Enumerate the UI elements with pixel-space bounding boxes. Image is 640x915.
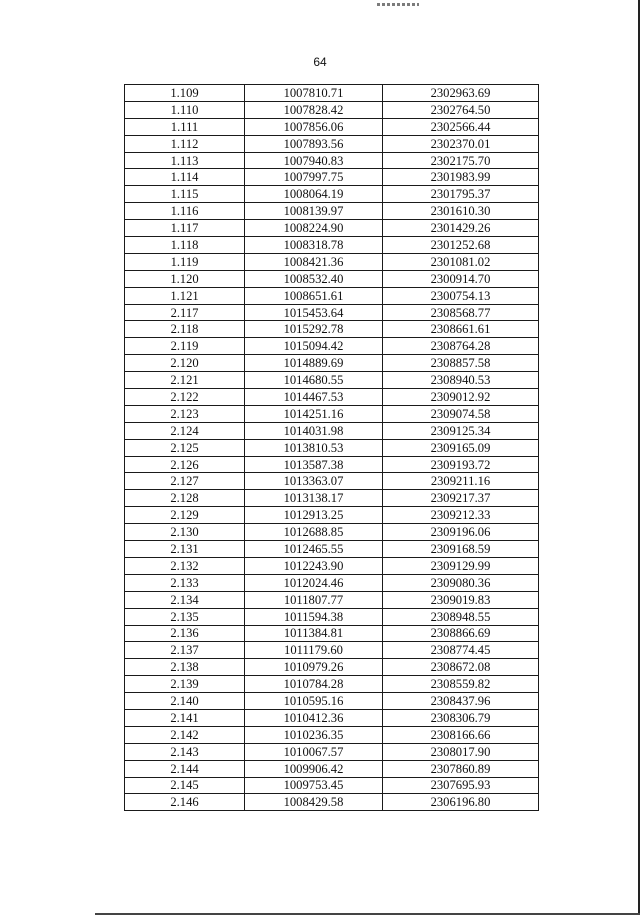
- x-coordinate-cell: 1010067.57: [245, 743, 383, 760]
- x-coordinate-cell: 1013587.38: [245, 456, 383, 473]
- x-coordinate-cell: 1011384.81: [245, 625, 383, 642]
- x-coordinate-cell: 1008421.36: [245, 253, 383, 270]
- x-coordinate-cell: 1008429.58: [245, 794, 383, 811]
- y-coordinate-cell: 2306196.80: [383, 794, 539, 811]
- point-id-cell: 2.132: [125, 557, 245, 574]
- y-coordinate-cell: 2309212.33: [383, 507, 539, 524]
- x-coordinate-cell: 1008064.19: [245, 186, 383, 203]
- y-coordinate-cell: 2308948.55: [383, 608, 539, 625]
- point-id-cell: 2.119: [125, 338, 245, 355]
- x-coordinate-cell: 1010784.28: [245, 676, 383, 693]
- x-coordinate-cell: 1014031.98: [245, 422, 383, 439]
- y-coordinate-cell: 2302175.70: [383, 152, 539, 169]
- point-id-cell: 1.110: [125, 101, 245, 118]
- y-coordinate-cell: 2301795.37: [383, 186, 539, 203]
- y-coordinate-cell: 2309012.92: [383, 389, 539, 406]
- table-row: [125, 473, 539, 490]
- x-coordinate-cell: 1010412.36: [245, 709, 383, 726]
- point-id-cell: 2.123: [125, 405, 245, 422]
- x-coordinate-cell: 1009906.42: [245, 760, 383, 777]
- table-row: [125, 507, 539, 524]
- y-coordinate-cell: 2307695.93: [383, 777, 539, 794]
- x-coordinate-cell: 1012913.25: [245, 507, 383, 524]
- table-row: [125, 321, 539, 338]
- y-coordinate-cell: 2309080.36: [383, 574, 539, 591]
- point-id-cell: 2.146: [125, 794, 245, 811]
- table-row: [125, 777, 539, 794]
- x-coordinate-cell: 1015292.78: [245, 321, 383, 338]
- point-id-cell: 2.121: [125, 372, 245, 389]
- x-coordinate-cell: 1013363.07: [245, 473, 383, 490]
- y-coordinate-cell: 2301610.30: [383, 203, 539, 220]
- y-coordinate-cell: 2309125.34: [383, 422, 539, 439]
- coordinates-table-body: [125, 85, 539, 811]
- y-coordinate-cell: 2308866.69: [383, 625, 539, 642]
- table-row: [125, 152, 539, 169]
- point-id-cell: 2.133: [125, 574, 245, 591]
- table-row: [125, 287, 539, 304]
- y-coordinate-cell: 2309196.06: [383, 524, 539, 541]
- y-coordinate-cell: 2308017.90: [383, 743, 539, 760]
- y-coordinate-cell: 2302764.50: [383, 101, 539, 118]
- table-row: [125, 557, 539, 574]
- y-coordinate-cell: 2300754.13: [383, 287, 539, 304]
- x-coordinate-cell: 1007997.75: [245, 169, 383, 186]
- y-coordinate-cell: 2302566.44: [383, 118, 539, 135]
- point-id-cell: 2.131: [125, 541, 245, 558]
- table-row: [125, 574, 539, 591]
- table-row: [125, 169, 539, 186]
- point-id-cell: 2.128: [125, 490, 245, 507]
- x-coordinate-cell: 1012465.55: [245, 541, 383, 558]
- y-coordinate-cell: 2308166.66: [383, 726, 539, 743]
- point-id-cell: 2.145: [125, 777, 245, 794]
- point-id-cell: 2.137: [125, 642, 245, 659]
- point-id-cell: 2.122: [125, 389, 245, 406]
- point-id-cell: 2.136: [125, 625, 245, 642]
- point-id-cell: 2.130: [125, 524, 245, 541]
- y-coordinate-cell: 2309129.99: [383, 557, 539, 574]
- x-coordinate-cell: 1011594.38: [245, 608, 383, 625]
- table-row: [125, 405, 539, 422]
- y-coordinate-cell: 2308940.53: [383, 372, 539, 389]
- x-coordinate-cell: 1014251.16: [245, 405, 383, 422]
- table-row: [125, 794, 539, 811]
- table-row: [125, 355, 539, 372]
- point-id-cell: 2.117: [125, 304, 245, 321]
- point-id-cell: 2.139: [125, 676, 245, 693]
- table-row: [125, 422, 539, 439]
- x-coordinate-cell: 1012024.46: [245, 574, 383, 591]
- x-coordinate-cell: 1010595.16: [245, 693, 383, 710]
- y-coordinate-cell: 2301983.99: [383, 169, 539, 186]
- table-row: [125, 338, 539, 355]
- scan-mark: [377, 3, 419, 6]
- point-id-cell: 1.119: [125, 253, 245, 270]
- table-row: [125, 253, 539, 270]
- y-coordinate-cell: 2309019.83: [383, 591, 539, 608]
- table-row: [125, 524, 539, 541]
- table-row: [125, 659, 539, 676]
- y-coordinate-cell: 2309217.37: [383, 490, 539, 507]
- y-coordinate-cell: 2307860.89: [383, 760, 539, 777]
- x-coordinate-cell: 1008139.97: [245, 203, 383, 220]
- point-id-cell: 2.135: [125, 608, 245, 625]
- x-coordinate-cell: 1013138.17: [245, 490, 383, 507]
- point-id-cell: 1.121: [125, 287, 245, 304]
- table-row: [125, 490, 539, 507]
- x-coordinate-cell: 1010236.35: [245, 726, 383, 743]
- point-id-cell: 2.134: [125, 591, 245, 608]
- point-id-cell: 1.109: [125, 85, 245, 102]
- y-coordinate-cell: 2309074.58: [383, 405, 539, 422]
- x-coordinate-cell: 1008224.90: [245, 220, 383, 237]
- point-id-cell: 2.143: [125, 743, 245, 760]
- y-coordinate-cell: 2300914.70: [383, 270, 539, 287]
- x-coordinate-cell: 1008651.61: [245, 287, 383, 304]
- x-coordinate-cell: 1007828.42: [245, 101, 383, 118]
- point-id-cell: 1.120: [125, 270, 245, 287]
- table-row: [125, 135, 539, 152]
- point-id-cell: 2.125: [125, 439, 245, 456]
- table-row: [125, 676, 539, 693]
- table-row: [125, 101, 539, 118]
- table-row: [125, 270, 539, 287]
- x-coordinate-cell: 1008318.78: [245, 237, 383, 254]
- table-row: [125, 186, 539, 203]
- y-coordinate-cell: 2302370.01: [383, 135, 539, 152]
- x-coordinate-cell: 1007856.06: [245, 118, 383, 135]
- table-row: [125, 372, 539, 389]
- table-row: [125, 743, 539, 760]
- table-row: [125, 237, 539, 254]
- x-coordinate-cell: 1007810.71: [245, 85, 383, 102]
- point-id-cell: 1.111: [125, 118, 245, 135]
- point-id-cell: 2.124: [125, 422, 245, 439]
- point-id-cell: 2.142: [125, 726, 245, 743]
- x-coordinate-cell: 1011807.77: [245, 591, 383, 608]
- table-row: [125, 608, 539, 625]
- table-row: [125, 642, 539, 659]
- x-coordinate-cell: 1007940.83: [245, 152, 383, 169]
- y-coordinate-cell: 2302963.69: [383, 85, 539, 102]
- y-coordinate-cell: 2308764.28: [383, 338, 539, 355]
- x-coordinate-cell: 1015094.42: [245, 338, 383, 355]
- point-id-cell: 1.118: [125, 237, 245, 254]
- y-coordinate-cell: 2309165.09: [383, 439, 539, 456]
- point-id-cell: 2.127: [125, 473, 245, 490]
- coordinates-table: [124, 84, 539, 811]
- point-id-cell: 2.144: [125, 760, 245, 777]
- x-coordinate-cell: 1014680.55: [245, 372, 383, 389]
- x-coordinate-cell: 1014889.69: [245, 355, 383, 372]
- table-row: [125, 456, 539, 473]
- x-coordinate-cell: 1012243.90: [245, 557, 383, 574]
- table-row: [125, 625, 539, 642]
- x-coordinate-cell: 1014467.53: [245, 389, 383, 406]
- table-row: [125, 439, 539, 456]
- x-coordinate-cell: 1013810.53: [245, 439, 383, 456]
- x-coordinate-cell: 1012688.85: [245, 524, 383, 541]
- table-row: [125, 85, 539, 102]
- y-coordinate-cell: 2301252.68: [383, 237, 539, 254]
- point-id-cell: 2.141: [125, 709, 245, 726]
- y-coordinate-cell: 2308672.08: [383, 659, 539, 676]
- point-id-cell: 1.115: [125, 186, 245, 203]
- x-coordinate-cell: 1011179.60: [245, 642, 383, 659]
- point-id-cell: 2.118: [125, 321, 245, 338]
- y-coordinate-cell: 2308568.77: [383, 304, 539, 321]
- table-row: [125, 304, 539, 321]
- y-coordinate-cell: 2301429.26: [383, 220, 539, 237]
- table-row: [125, 709, 539, 726]
- table-row: [125, 726, 539, 743]
- y-coordinate-cell: 2308559.82: [383, 676, 539, 693]
- table-row: [125, 541, 539, 558]
- point-id-cell: 2.129: [125, 507, 245, 524]
- page-number: 64: [313, 55, 327, 69]
- point-id-cell: 2.126: [125, 456, 245, 473]
- table-row: [125, 389, 539, 406]
- x-coordinate-cell: 1009753.45: [245, 777, 383, 794]
- y-coordinate-cell: 2301081.02: [383, 253, 539, 270]
- y-coordinate-cell: 2309211.16: [383, 473, 539, 490]
- x-coordinate-cell: 1015453.64: [245, 304, 383, 321]
- point-id-cell: 1.112: [125, 135, 245, 152]
- point-id-cell: 1.113: [125, 152, 245, 169]
- point-id-cell: 1.117: [125, 220, 245, 237]
- y-coordinate-cell: 2308857.58: [383, 355, 539, 372]
- x-coordinate-cell: 1008532.40: [245, 270, 383, 287]
- point-id-cell: 2.138: [125, 659, 245, 676]
- point-id-cell: 1.114: [125, 169, 245, 186]
- y-coordinate-cell: 2308774.45: [383, 642, 539, 659]
- x-coordinate-cell: 1010979.26: [245, 659, 383, 676]
- point-id-cell: 2.120: [125, 355, 245, 372]
- table-row: [125, 118, 539, 135]
- x-coordinate-cell: 1007893.56: [245, 135, 383, 152]
- y-coordinate-cell: 2309193.72: [383, 456, 539, 473]
- y-coordinate-cell: 2308437.96: [383, 693, 539, 710]
- point-id-cell: 2.140: [125, 693, 245, 710]
- table-row: [125, 220, 539, 237]
- table-row: [125, 760, 539, 777]
- y-coordinate-cell: 2308661.61: [383, 321, 539, 338]
- y-coordinate-cell: 2308306.79: [383, 709, 539, 726]
- point-id-cell: 1.116: [125, 203, 245, 220]
- table-row: [125, 591, 539, 608]
- y-coordinate-cell: 2309168.59: [383, 541, 539, 558]
- table-row: [125, 203, 539, 220]
- table-row: [125, 693, 539, 710]
